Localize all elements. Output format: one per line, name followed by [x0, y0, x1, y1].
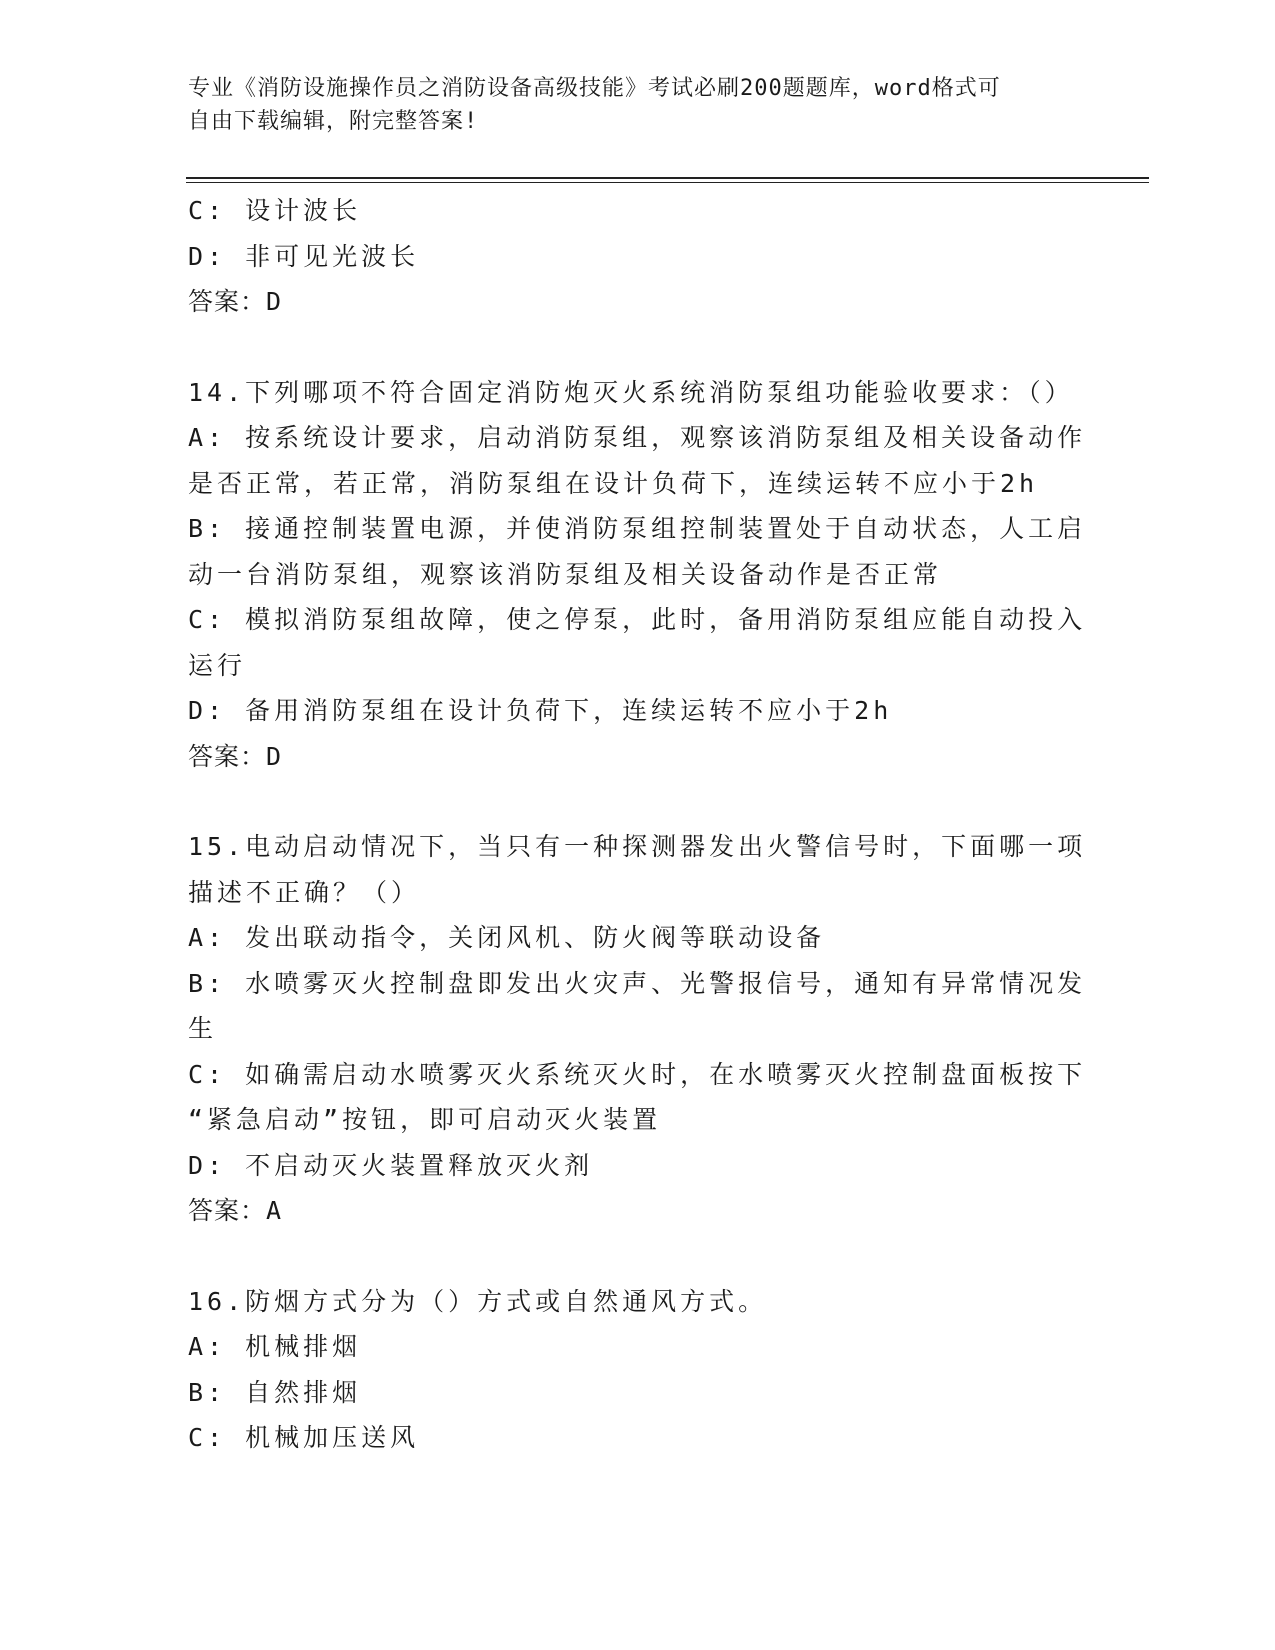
answer-line [188, 1188, 1088, 1234]
spacer [188, 1234, 1088, 1279]
option-b-line-1: B: 接通控制装置电源，并使消防泵组控制装置处于自动状态，人工启 [188, 514, 1087, 543]
option-d: D: 不启动灭火装置释放灭火剂 [188, 1150, 594, 1180]
option-b-line-2: 动一台消防泵组，观察该消防泵组及相关设备动作是否正常 [188, 559, 943, 589]
option-d: D: 备用消防泵组在设计负荷下，连续运转不应小于2h [188, 696, 893, 725]
answer-value: A [266, 1196, 283, 1225]
spacer [188, 325, 1088, 370]
option-a: A: 机械排烟 [188, 1332, 362, 1361]
question-list [188, 188, 1088, 1461]
page-header [188, 72, 1088, 138]
option-d: D: 非可见光波长 [188, 241, 420, 271]
question-13-tail [188, 188, 1088, 325]
question-16 [188, 1279, 1088, 1461]
answer-line [188, 279, 1088, 325]
header-line-1: 专业《消防设施操作员之消防设备高级技能》考试必刷200题题库，word格式可 [188, 76, 1001, 101]
answer-label: 答案： [188, 287, 267, 316]
option-c: C: 设计波长 [188, 196, 362, 225]
option-c-line-2: 运行 [188, 650, 247, 680]
question-stem: 14.下列哪项不符合固定消防炮灭火系统消防泵组功能验收要求：（） [188, 377, 1074, 407]
answer-label: 答案： [188, 741, 267, 771]
option-b: B: 自然排烟 [188, 1377, 362, 1407]
option-a-line-2: 是否正常，若正常，消防泵组在设计负荷下，连续运转不应小于2h [188, 468, 1039, 498]
answer-label: 答案： [188, 1196, 267, 1225]
option-c-line-2: “紧急启动”按钮，即可启动灭火装置 [188, 1105, 662, 1134]
answer-line [188, 734, 1088, 780]
question-14 [188, 370, 1088, 780]
question-stem-line-2: 描述不正确？（） [188, 877, 421, 907]
header-rule-thin [186, 182, 1149, 183]
answer-value: D [266, 287, 283, 316]
header-rule-thick [186, 177, 1149, 179]
option-c-line-1: C: 模拟消防泵组故障，使之停泵，此时，备用消防泵组应能自动投入 [188, 605, 1087, 634]
question-stem: 16.防烟方式分为（）方式或自然通风方式。 [188, 1286, 768, 1316]
answer-value: D [266, 741, 283, 771]
option-a-line-1: A: 按系统设计要求，启动消防泵组，观察该消防泵组及相关设备动作 [188, 423, 1087, 452]
header-line-2: 自由下载编辑，附完整答案! [188, 109, 479, 134]
spacer [188, 779, 1088, 824]
question-stem-line-1: 15.电动启动情况下，当只有一种探测器发出火警信号时，下面哪一项 [188, 832, 1087, 861]
option-c-line-1: C: 如确需启动水喷雾灭火系统灭火时，在水喷雾灭火控制盘面板按下 [188, 1059, 1087, 1089]
option-c: C: 机械加压送风 [188, 1423, 420, 1452]
option-b-line-2: 生 [188, 1014, 218, 1043]
option-b-line-1: B: 水喷雾灭火控制盘即发出火灾声、光警报信号，通知有异常情况发 [188, 968, 1087, 998]
question-15 [188, 824, 1088, 1234]
option-a: A: 发出联动指令，关闭风机、防火阀等联动设备 [188, 923, 826, 952]
